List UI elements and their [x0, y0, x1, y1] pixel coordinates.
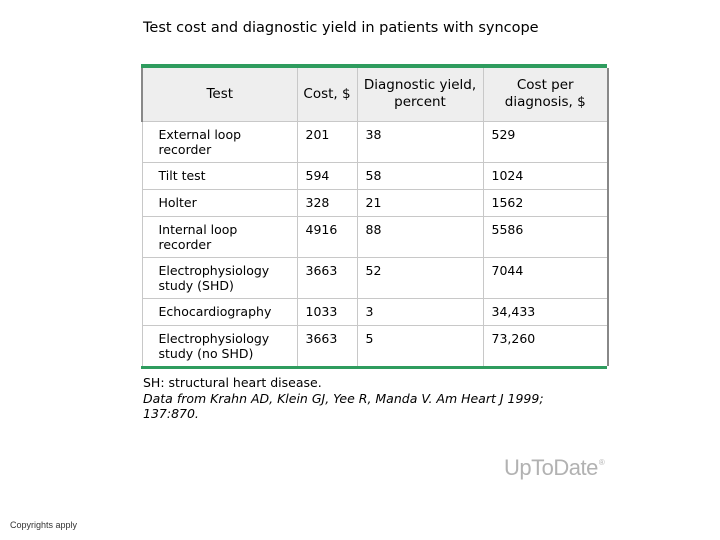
footnote-source: Data from Krahn AD, Klein GJ, Yee R, Manda V. Am Heart J 1999; 137:870.: [143, 390, 544, 421]
cell-test: Electrophysiology study (no SHD): [142, 325, 297, 366]
cell-cost: 1033: [297, 298, 357, 325]
footnote: [143, 375, 583, 422]
cell-test: Echocardiography: [142, 298, 297, 325]
cell-yield: 38: [357, 121, 483, 162]
cell-yield: 21: [357, 189, 483, 216]
cell-cost-per-diagnosis: 5586: [483, 216, 608, 257]
cell-cost-per-diagnosis: 529: [483, 121, 608, 162]
cell-cost: 594: [297, 162, 357, 189]
table-row: [142, 325, 608, 366]
table-row: [142, 189, 608, 216]
cell-test: Electrophysiology study (SHD): [142, 257, 297, 298]
registered-mark: ®: [598, 458, 605, 467]
cell-test: Holter: [142, 189, 297, 216]
cell-cost-per-diagnosis: 73,260: [483, 325, 608, 366]
cell-yield: 3: [357, 298, 483, 325]
table-row: [142, 257, 608, 298]
column-header-cost-per-diagnosis: Cost per diagnosis, $: [483, 68, 608, 121]
uptodate-logo: [504, 455, 604, 481]
copyright-notice: Copyrights apply: [10, 520, 78, 530]
cell-cost-per-diagnosis: 34,433: [483, 298, 608, 325]
cell-cost: 328: [297, 189, 357, 216]
cell-yield: 88: [357, 216, 483, 257]
cell-yield: 5: [357, 325, 483, 366]
cell-cost: 201: [297, 121, 357, 162]
cell-cost-per-diagnosis: 1024: [483, 162, 608, 189]
logo-text: UpToDate: [504, 455, 598, 480]
cell-cost: 3663: [297, 325, 357, 366]
table-row: [142, 216, 608, 257]
cell-cost: 4916: [297, 216, 357, 257]
cell-cost-per-diagnosis: 1562: [483, 189, 608, 216]
page-title: Test cost and diagnostic yield in patients with syncope: [143, 20, 539, 36]
cell-test: Tilt test: [142, 162, 297, 189]
cell-test: External loop recorder: [142, 121, 297, 162]
table-header-row: [142, 68, 608, 121]
column-header-test: Test: [142, 68, 297, 121]
cell-cost: 3663: [297, 257, 357, 298]
table-row: [142, 298, 608, 325]
footnote-abbreviation: SH: structural heart disease.: [143, 375, 322, 390]
table-row: [142, 121, 608, 162]
cell-test: Internal loop recorder: [142, 216, 297, 257]
cell-yield: 52: [357, 257, 483, 298]
cell-yield: 58: [357, 162, 483, 189]
cell-cost-per-diagnosis: 7044: [483, 257, 608, 298]
table-row: [142, 162, 608, 189]
column-header-diagnostic-yield: Diagnostic yield, percent: [357, 68, 483, 121]
data-table-container: [141, 64, 607, 369]
column-header-cost: Cost, $: [297, 68, 357, 121]
data-table: [141, 68, 609, 366]
